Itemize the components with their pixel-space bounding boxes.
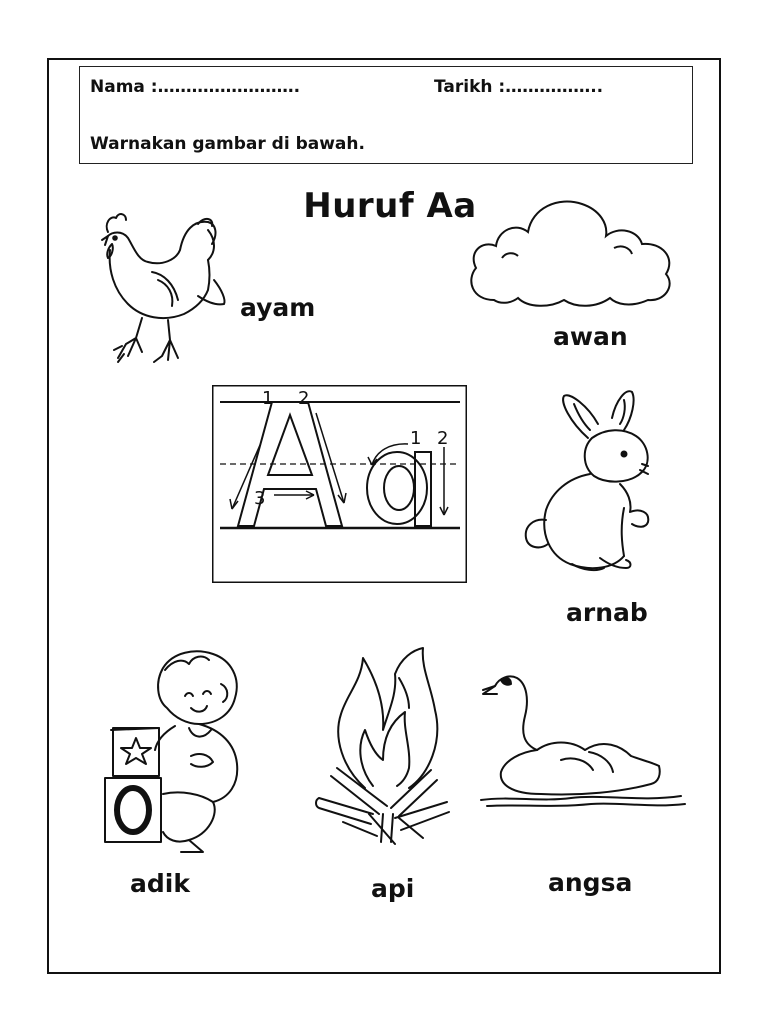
name-field-label: Nama :…………………….: [90, 77, 301, 97]
word-api: api: [371, 874, 415, 903]
stroke-number-small-1: 1: [410, 428, 422, 449]
campfire-icon: [313, 638, 453, 852]
stroke-number-1: 1: [262, 388, 274, 409]
instruction-text: Warnakan gambar di bawah.: [90, 134, 365, 154]
rabbit-icon: [512, 388, 672, 582]
stroke-number-2: 2: [298, 388, 310, 409]
cloud-icon: [466, 196, 676, 316]
word-arnab: arnab: [566, 598, 648, 627]
word-ayam: ayam: [240, 293, 316, 322]
word-angsa: angsa: [548, 868, 633, 897]
word-adik: adik: [130, 869, 190, 898]
stroke-number-3: 3: [254, 488, 266, 509]
stroke-number-small-2: 2: [437, 428, 449, 449]
date-field-label: Tarikh :……………..: [434, 77, 604, 97]
letter-tracing-box: [212, 385, 467, 587]
swan-icon: [481, 660, 691, 814]
page-title: Huruf Aa: [303, 186, 477, 226]
chicken-icon: [98, 210, 233, 376]
word-awan: awan: [553, 322, 628, 351]
child-with-blocks-icon: [103, 644, 253, 858]
